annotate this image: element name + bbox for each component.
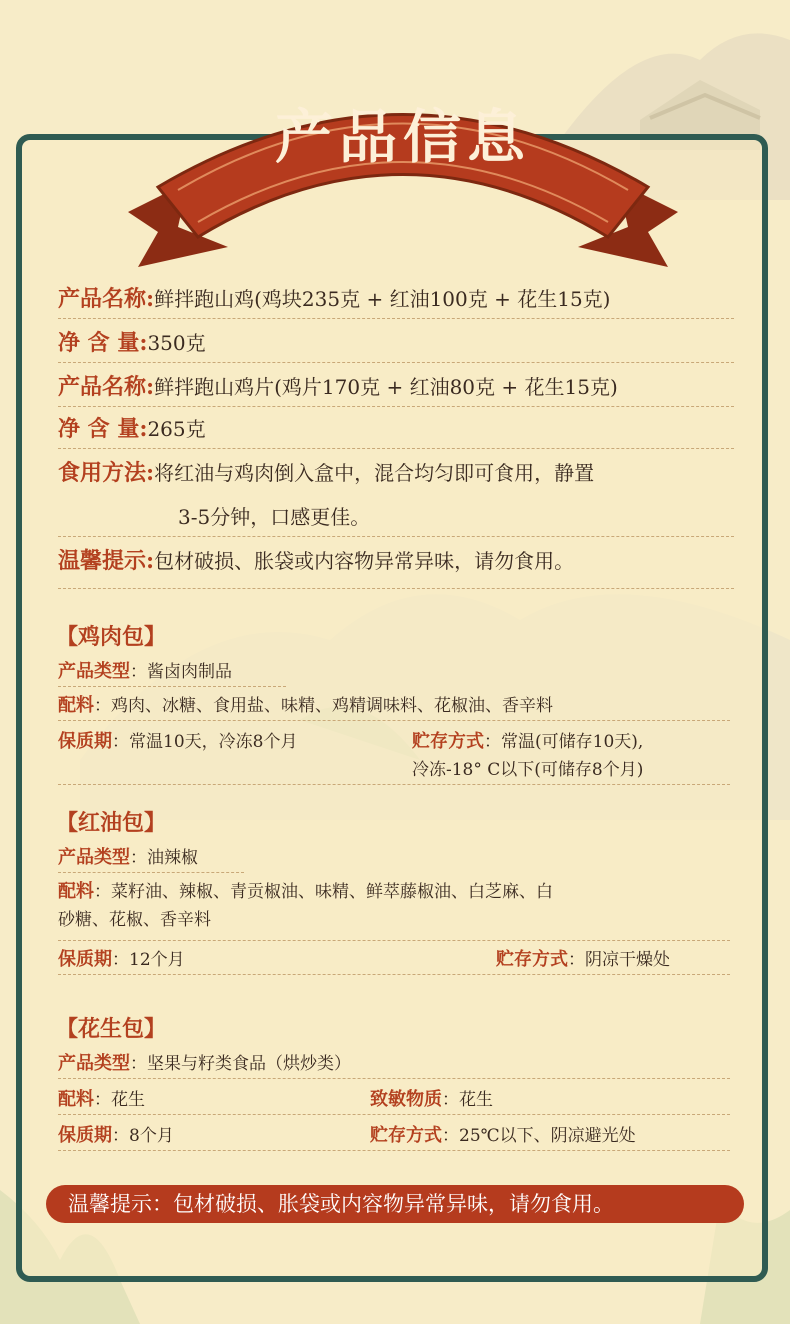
row-label: 净 含 量: (58, 416, 148, 442)
row-label: 温馨提示: (58, 548, 155, 574)
ingredients-value-cont: 砂糖、花椒、香辛料 (58, 910, 211, 930)
storage-label: 贮存方式 (370, 1125, 442, 1146)
row-value: 将红油与鸡肉倒入盒中，混合均匀即可食用，静置 (154, 461, 595, 485)
allergen-label: 致敏物质 (370, 1089, 442, 1110)
chicken-ingredients-row (58, 692, 730, 721)
chicken-type-row (58, 658, 286, 687)
type-label: 产品类型 (58, 661, 130, 682)
net-weight-row-1 (58, 328, 734, 363)
storage-value: ：阴凉干燥处 (568, 950, 670, 970)
type-label: 产品类型 (58, 1053, 130, 1074)
type-value: ：酱卤肉制品 (130, 662, 232, 682)
product-name-row-2 (58, 372, 734, 407)
usage-row (58, 458, 734, 537)
storage-value-cont: 冷冻-18° C以下(可储存8个月) (412, 760, 644, 780)
oil-storage (496, 946, 670, 974)
row-value: 鲜拌跑山鸡片(鸡片170克 + 红油80克 + 花生15克) (154, 375, 618, 399)
peanut-storage (370, 1122, 636, 1150)
product-name-row-1 (58, 284, 734, 319)
footer-warning: 温馨提示：包材破损、胀袋或内容物异常异味，请勿食用。 (46, 1185, 744, 1223)
shelf-value: ：12个月 (112, 950, 185, 970)
type-value: ：坚果与籽类食品（烘炒类） (130, 1054, 351, 1074)
row-value: 350克 (147, 331, 206, 355)
row-value-cont: 3-5分钟，口感更佳。 (178, 505, 371, 529)
ingredients-label: 配料 (58, 881, 94, 902)
chicken-pack-title: 【鸡肉包】 (56, 624, 167, 650)
peanut-allergen (370, 1086, 493, 1114)
shelf-label: 保质期 (58, 1125, 112, 1146)
chicken-shelf-row (58, 728, 730, 785)
net-weight-row-2 (58, 414, 734, 449)
tip-row (58, 546, 734, 589)
ingredients-value: ：花生 (94, 1090, 145, 1110)
shelf-label: 保质期 (58, 731, 112, 752)
ingredients-label: 配料 (58, 1089, 94, 1110)
storage-value: ：25℃以下、阴凉避光处 (442, 1126, 636, 1146)
ingredients-value: ：鸡肉、冰糖、食用盐、味精、鸡精调味料、花椒油、香辛料 (94, 696, 553, 716)
allergen-value: ：花生 (442, 1090, 493, 1110)
type-label: 产品类型 (58, 847, 130, 868)
page-title: 产品信息 (274, 103, 531, 171)
shelf-value: ：常温10天，冷冻8个月 (112, 732, 298, 752)
chicken-storage (412, 728, 643, 784)
row-value: 265克 (147, 417, 206, 441)
row-label: 产品名称: (58, 286, 155, 312)
row-value: 包材破损、胀袋或内容物异常异味，请勿食用。 (154, 549, 575, 573)
ingredients-value: ：菜籽油、辣椒、青贡椒油、味精、鲜萃藤椒油、白芝麻、白 (94, 882, 553, 902)
peanut-shelf-row (58, 1122, 730, 1151)
peanut-type-row (58, 1050, 730, 1079)
oil-shelf-row (58, 946, 730, 975)
shelf-value: ：8个月 (112, 1126, 174, 1146)
storage-value: ：常温(可储存10天), (484, 732, 644, 752)
storage-label: 贮存方式 (496, 949, 568, 970)
oil-ingredients-row (58, 878, 730, 941)
row-label: 净 含 量: (58, 330, 148, 356)
peanut-ingredients-row (58, 1086, 730, 1115)
row-label: 食用方法: (58, 460, 155, 486)
shelf-label: 保质期 (58, 949, 112, 970)
row-value: 鲜拌跑山鸡(鸡块235克 + 红油100克 + 花生15克) (154, 287, 611, 311)
row-label: 产品名称: (58, 374, 155, 400)
oil-pack-title: 【红油包】 (56, 810, 167, 836)
oil-type-row (58, 844, 244, 873)
type-value: ：油辣椒 (130, 848, 198, 868)
peanut-pack-title: 【花生包】 (56, 1016, 167, 1042)
storage-label: 贮存方式 (412, 731, 484, 752)
ingredients-label: 配料 (58, 695, 94, 716)
